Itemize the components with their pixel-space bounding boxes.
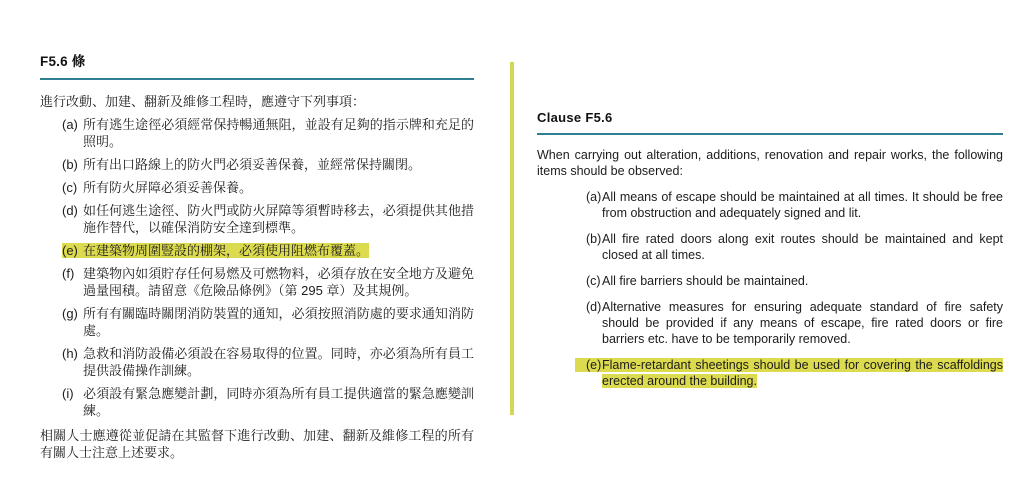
list-item	[537, 231, 1003, 263]
list-item	[40, 156, 474, 173]
item-label: (f)	[62, 266, 75, 281]
list-item	[40, 265, 474, 299]
item-label: (i)	[62, 386, 74, 401]
list-item	[40, 116, 474, 150]
item-label: (e)	[62, 243, 78, 258]
item-text: 所有出口路線上的防火門必須妥善保養，並經常保持關閉。	[83, 157, 422, 172]
list-item	[537, 273, 1003, 289]
item-text-highlighted: Flame-retardant sheetings should be used for covering the scaffoldings erected around the building.	[602, 358, 1003, 388]
item-text: Alternative measures for ensuring adequate standard of fire safety should be provided if any means of escape, fire rated doors or fire barriers etc. have to be temporarily removed.	[602, 300, 1003, 346]
item-label: (c)	[586, 274, 601, 288]
chinese-column	[40, 50, 474, 461]
list-item-highlighted	[537, 357, 1003, 389]
list-item-highlighted	[40, 242, 474, 259]
list-item	[40, 179, 474, 196]
item-text: All fire barriers should be maintained.	[602, 274, 809, 288]
intro-paragraph-zh: 進行改動、加建、翻新及維修工程時，應遵守下列事項：	[40, 94, 366, 109]
item-text: 所有逃生途徑必須經常保持暢通無阻，並設有足夠的指示牌和充足的照明。	[83, 117, 474, 149]
item-label: (a)	[586, 190, 602, 204]
item-label: (a)	[62, 117, 78, 132]
clause-list-en	[537, 189, 1003, 389]
list-item	[40, 305, 474, 339]
item-text: All fire rated doors along exit routes should be maintained and kept closed at all times.	[602, 232, 1003, 262]
list-item	[537, 189, 1003, 221]
item-label: (e)	[586, 358, 602, 372]
item-label: (c)	[62, 180, 78, 195]
item-label: (b)	[586, 232, 602, 246]
item-text: 急救和消防設備必須設在容易取得的位置。同時，亦必須為所有員工提供設備操作訓練。	[83, 346, 474, 378]
item-text: 建築物內如須貯存任何易燃及可燃物料，必須存放在安全地方及避免過量囤積。請留意《危險品條例》（第 295 章）及其規例。	[83, 266, 474, 298]
english-column	[537, 110, 1003, 389]
vertical-divider	[510, 62, 514, 415]
list-item	[537, 299, 1003, 347]
item-text: 所有防火屏障必須妥善保養。	[83, 180, 253, 195]
list-item	[40, 202, 474, 236]
item-text: 必須設有緊急應變計劃，同時亦須為所有員工提供適當的緊急應變訓練。	[83, 386, 474, 418]
intro-paragraph-en: When carrying out alteration, additions, renovation and repair works, the following items should be observed:	[537, 148, 1003, 178]
item-label: (g)	[62, 306, 78, 321]
clause-list-zh	[40, 116, 474, 419]
item-text: 如任何逃生途徑、防火門或防火屏障等須暫時移去，必須提供其他措施作替代，以確保消防安全達到標準。	[83, 203, 474, 235]
item-label: (d)	[586, 300, 602, 314]
item-text-highlighted: 在建築物周圍豎設的棚架，必須使用阻燃布覆蓋。	[83, 243, 370, 258]
item-label: (h)	[62, 346, 78, 361]
list-item	[40, 345, 474, 379]
closing-paragraph-zh: 相關人士應遵從並促請在其監督下進行改動、加建、翻新及維修工程的所有有關人士注意上述要求。	[40, 428, 474, 460]
item-text: 所有有關臨時關閉消防裝置的通知，必須按照消防處的要求通知消防處。	[83, 306, 474, 338]
item-text: All means of escape should be maintained at all times. It should be free from obstruction and adequately signed and lit.	[602, 190, 1003, 220]
item-label: (d)	[62, 203, 78, 218]
clause-heading-en: Clause F5.6	[537, 110, 1003, 135]
item-label: (b)	[62, 157, 78, 172]
list-item	[40, 385, 474, 419]
clause-heading-zh: F5.6 條	[40, 50, 474, 80]
